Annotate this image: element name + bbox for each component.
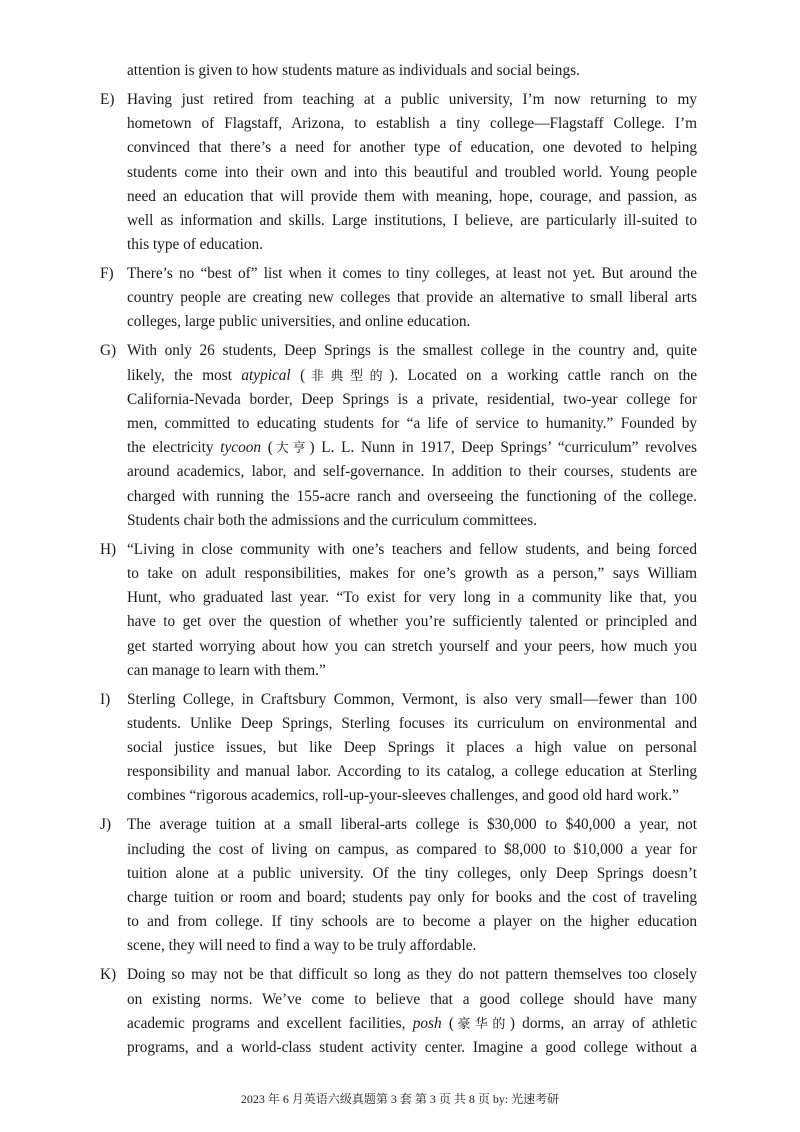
text-line: colleges, large public universities, and online education.	[127, 313, 471, 331]
text-line: including the cost of living on campus, as compared to $8,000 to $10,000 a year for	[127, 840, 697, 858]
text-line: Students chair both the admissions and the curriculum committees.	[127, 511, 537, 529]
text-line: California-Nevada border, Deep Springs is a private, residential, two-year college for	[127, 390, 697, 408]
paragraph-h	[100, 538, 697, 683]
paragraph-label: G)	[100, 342, 117, 360]
text-line: Having just retired from teaching at a public university, I’m now returning to my	[127, 90, 697, 108]
paragraph-continuation	[100, 59, 697, 83]
text-line: There’s no “best of” list when it comes to tiny colleges, at least not yet. But around the	[127, 265, 697, 283]
paragraph-i	[100, 688, 697, 809]
text-line: men, committed to educating students for “a life of service to humanity.” Founded by	[127, 415, 697, 433]
text-line: charged with running the 155-acre ranch and overseeing the functioning of the college.	[127, 487, 697, 505]
text-segment: ) dorms, an array of athletic	[509, 1014, 697, 1032]
text-line: need an education that will provide them with meaning, hope, courage, and passion, as	[127, 187, 697, 205]
text-segment: the electricity	[127, 439, 221, 457]
italic-term: atypical	[241, 366, 291, 384]
text-line	[127, 436, 697, 460]
text-line: programs, and a world-class student activity center. Imagine a good college without a	[127, 1038, 697, 1056]
text-line: Sterling College, in Craftsbury Common, Vermont, is also very small—fewer than 100	[127, 690, 697, 708]
text-segment: (	[261, 439, 273, 457]
text-line: around academics, labor, and self-governance. In addition to their courses, students are	[127, 463, 697, 481]
paragraph-label: E)	[100, 90, 115, 108]
text-line: students come into their own and into this beautiful and troubled world. Young people	[127, 163, 697, 181]
text-line: responsibility and manual labor. According to its catalog, a college education at Sterling	[127, 763, 697, 781]
text-segment: (	[290, 366, 306, 384]
text-line: attention is given to how students mature as individuals and social beings.	[127, 62, 580, 79]
text-segment: likely, the most	[127, 366, 242, 384]
chinese-gloss: 非典型的	[305, 368, 390, 384]
text-line: combines “rigorous academics, roll-up-your-sleeves challenges, and good old hard work.”	[127, 787, 679, 805]
paragraph-label: H)	[100, 540, 117, 558]
paragraph-label: K)	[100, 966, 117, 984]
paragraph-g	[100, 339, 697, 533]
text-line: scene, they will need to find a way to be truly affordable.	[127, 937, 477, 955]
paragraph-label: F)	[100, 265, 114, 283]
text-line: charge tuition or room and board; students pay only for books and the cost of traveling	[127, 888, 697, 906]
paragraph-e	[100, 88, 697, 257]
paragraph-f	[100, 262, 697, 335]
paragraph-label: I)	[100, 690, 111, 708]
text-line: Hunt, who graduated last year. “To exist for very long in a community like that, you	[127, 589, 697, 607]
chinese-gloss: 大亨	[272, 441, 310, 457]
italic-term: tycoon	[220, 439, 262, 457]
text-line: convinced that there’s a need for another type of education, one devoted to helping	[127, 139, 697, 157]
paragraph-k	[100, 963, 697, 1060]
text-line: can manage to learn with them.”	[127, 661, 326, 679]
text-line	[127, 1012, 697, 1036]
text-line: hometown of Flagstaff, Arizona, to establish a tiny college—Flagstaff College. I’m	[127, 115, 697, 133]
text-segment: (	[441, 1014, 454, 1032]
paragraph-label: J)	[100, 816, 112, 834]
text-line: With only 26 students, Deep Springs is the smallest college in the country and, quite	[127, 342, 697, 360]
chinese-gloss: 豪华的	[453, 1016, 510, 1032]
text-line: students. Unlike Deep Springs, Sterling focuses its curriculum on environmental and	[127, 714, 697, 732]
text-segment: ). Located on a working cattle ranch on the	[389, 366, 698, 384]
text-line: on existing norms. We’ve come to believe that a good college should have many	[127, 990, 697, 1008]
text-line: Doing so may not be that difficult so long as they do not pattern themselves too closely	[127, 966, 697, 984]
text-line: The average tuition at a small liberal-arts college is $30,000 to $40,000 a year, not	[127, 816, 697, 834]
text-line: well as information and skills. Large institutions, I believe, are particularly ill-suited to	[127, 211, 697, 229]
text-line: tuition alone at a public university. Of the tiny colleges, only Deep Springs doesn’t	[127, 864, 697, 882]
text-segment: academic programs and excellent facilities,	[127, 1014, 413, 1032]
text-line: get started worrying about how you can stretch yourself and your peers, how much you	[127, 637, 697, 655]
text-segment: ) L. L. Nunn in 1917, Deep Springs’ “curriculum” revolves	[309, 439, 697, 457]
text-line: have to get over the question of whether you’re sufficiently talented or principled and	[127, 613, 697, 631]
text-line: country people are creating new colleges that provide an alternative to small liberal arts	[127, 289, 697, 307]
text-line: this type of education.	[127, 236, 263, 254]
text-line: to take on adult responsibilities, makes for one’s growth as a person,” says William	[127, 564, 697, 582]
page-footer: 2023 年 6 月英语六级真题第 3 套 第 3 页 共 8 页 by: 光速考研	[240, 1092, 560, 1106]
italic-term: posh	[412, 1014, 442, 1032]
text-line: “Living in close community with one’s teachers and fellow students, and being forced	[127, 540, 697, 558]
text-line: social justice issues, but like Deep Springs it places a high value on personal	[127, 739, 697, 757]
text-line	[127, 364, 697, 388]
text-line: to and from college. If tiny schools are to become a player on the higher education	[127, 913, 697, 931]
paragraph-j	[100, 813, 697, 958]
document-body	[100, 59, 697, 1065]
